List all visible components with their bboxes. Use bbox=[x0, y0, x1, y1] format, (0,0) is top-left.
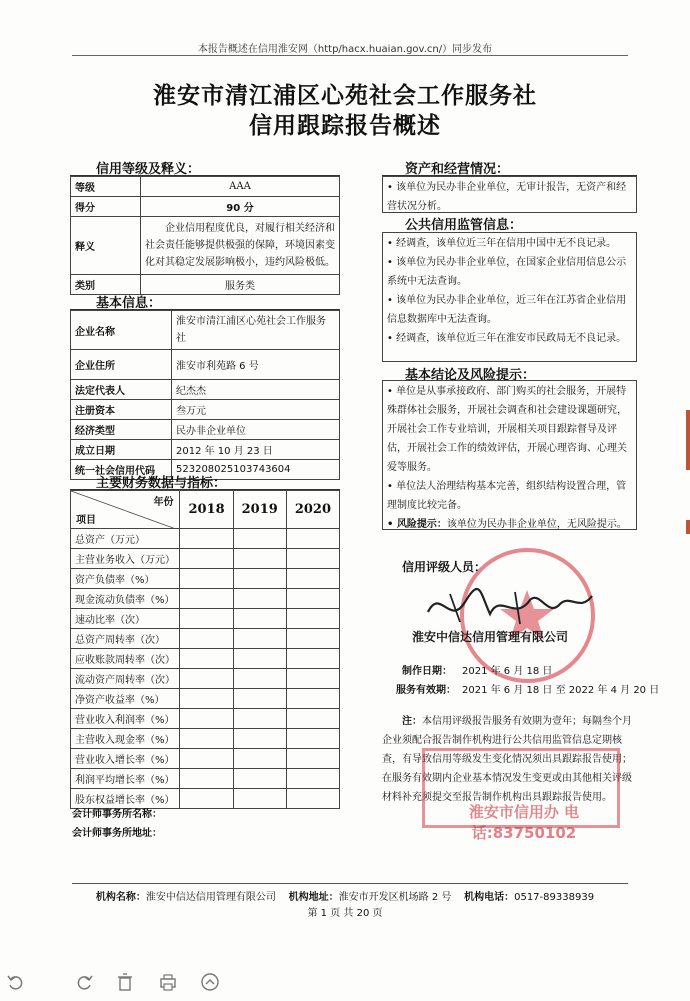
basic-value: 淮安市清江浦区心苑社会工作服务社 bbox=[172, 311, 340, 350]
table-row bbox=[71, 177, 340, 197]
edge-mark bbox=[686, 410, 690, 470]
finance-value-cell bbox=[233, 649, 286, 669]
undo-icon[interactable] bbox=[4, 972, 26, 994]
finance-value-cell bbox=[180, 649, 233, 669]
table-row bbox=[71, 491, 340, 529]
collapse-icon[interactable] bbox=[199, 972, 221, 994]
report-title-line1: 淮安市清江浦区心苑社会工作服务社 bbox=[153, 83, 537, 109]
table-row bbox=[71, 589, 340, 609]
year-header: 2018 bbox=[180, 491, 233, 529]
basic-label: 企业名称 bbox=[71, 311, 172, 350]
finance-value-cell bbox=[286, 689, 339, 709]
supervision-box bbox=[382, 232, 637, 362]
report-title-line2: 信用跟踪报告概述 bbox=[249, 113, 441, 139]
credit-office-stamp bbox=[422, 748, 620, 842]
basic-label: 注册资本 bbox=[71, 400, 172, 420]
rating-section-title: 信用等级及释义： bbox=[96, 162, 201, 177]
stamp-text: 淮安市信用办 电话:83750102 bbox=[468, 803, 580, 842]
basic-value: 2012 年 10 月 23 日 bbox=[172, 440, 340, 460]
finance-item-label: 主营收入现金率（%） bbox=[71, 729, 180, 749]
rating-label: 得分 bbox=[71, 197, 141, 217]
finance-rows bbox=[71, 529, 340, 809]
finance-value-cell bbox=[180, 549, 233, 569]
footer-org-value: 淮安中信达信用管理有限公司 bbox=[145, 892, 276, 903]
basic-value: 淮安市利苑路 6 号 bbox=[172, 350, 340, 380]
rating-table bbox=[70, 176, 340, 295]
signature-icon bbox=[420, 582, 595, 630]
rater-label: 信用评级人员： bbox=[402, 560, 487, 574]
accountant-address-label: 会计师事务所地址： bbox=[72, 828, 162, 839]
finance-item-label: 主营业务收入（万元） bbox=[71, 549, 180, 569]
finance-value-cell bbox=[180, 569, 233, 589]
table-row bbox=[71, 669, 340, 689]
finance-item-label: 净资产收益率（%） bbox=[71, 689, 180, 709]
finance-value-cell bbox=[180, 529, 233, 549]
finance-item-label: 利润平均增长率（%） bbox=[71, 769, 180, 789]
assets-box bbox=[382, 176, 637, 213]
edge-mark bbox=[686, 520, 690, 534]
finance-value-cell bbox=[180, 769, 233, 789]
table-row bbox=[71, 440, 340, 460]
rater-company: 淮安中信达信用管理有限公司 bbox=[412, 630, 569, 644]
basic-label: 企业住所 bbox=[71, 350, 172, 380]
finance-item-label: 现金流动负债率（%） bbox=[71, 589, 180, 609]
rating-label: 等级 bbox=[71, 177, 141, 197]
viewer-toolbar bbox=[0, 968, 690, 1001]
footer-addr-label: 机构地址： bbox=[288, 892, 339, 903]
validity-label: 服务有效期： bbox=[396, 685, 456, 696]
finance-item-label: 资产负债率（%） bbox=[71, 569, 180, 589]
table-row bbox=[71, 569, 340, 589]
table-row bbox=[71, 729, 340, 749]
finance-value-cell bbox=[286, 589, 339, 609]
rating-category: 服务类 bbox=[141, 275, 340, 295]
finance-value-cell bbox=[286, 549, 339, 569]
conclusion-item: • 单位法人治理结构基本完善，组织结构设置合理，管理制度比较完备。 bbox=[387, 481, 627, 511]
table-row bbox=[71, 609, 340, 629]
finance-value-cell bbox=[286, 529, 339, 549]
finance-table bbox=[70, 490, 340, 809]
rating-score: 90 分 bbox=[141, 197, 340, 217]
footer-info bbox=[0, 888, 690, 903]
basic-value: 叁万元 bbox=[172, 400, 340, 420]
rating-grade: AAA bbox=[141, 177, 340, 197]
note-label: 注： bbox=[402, 716, 422, 727]
table-row bbox=[71, 400, 340, 420]
table-row bbox=[71, 549, 340, 569]
print-icon[interactable] bbox=[157, 972, 179, 994]
supervision-item: • 该单位为民办非企业单位，在国家企业信用信息公示系统中无法查询。 bbox=[387, 257, 627, 287]
finance-value-cell bbox=[286, 669, 339, 689]
assets-section-title: 资产和经营情况： bbox=[405, 162, 510, 177]
redo-icon[interactable] bbox=[74, 972, 96, 994]
finance-value-cell bbox=[180, 729, 233, 749]
finance-value-cell bbox=[233, 529, 286, 549]
finance-value-cell bbox=[180, 669, 233, 689]
table-row bbox=[71, 649, 340, 669]
finance-value-cell bbox=[180, 709, 233, 729]
finance-value-cell bbox=[286, 729, 339, 749]
rating-explanation: 企业信用程度优良，对履行相关经济和社会责任能够提供极强的保障，环境因素变化对其稳定发展影响极小，违约风险极低。 bbox=[141, 217, 340, 275]
table-row bbox=[71, 769, 340, 789]
finance-value-cell bbox=[180, 789, 233, 809]
finance-value-cell bbox=[233, 609, 286, 629]
table-row bbox=[71, 350, 340, 380]
assets-item: • 该单位为民办非企业单位，无审计报告，无资产和经营状况分析。 bbox=[387, 182, 627, 212]
finance-value-cell bbox=[233, 589, 286, 609]
note-text: 本信用评级报告服务有效期为壹年；每隔叁个月企业须配合报告制作机构进行公共信用监管信息定期核查，有导致信用等级发生变化情况须出具跟踪报告使用；在服务有效期内企业基本情况发生变更或由其他相关评级材料补充须提交至报告制作机构出具跟踪报告使用。 bbox=[382, 716, 632, 803]
finance-item-label: 营业收入增长率（%） bbox=[71, 749, 180, 769]
risk-text: 该单位为民办非企业单位，无风险提示。 bbox=[446, 519, 627, 530]
finance-value-cell bbox=[286, 569, 339, 589]
footer-rule bbox=[72, 883, 628, 884]
table-row bbox=[71, 689, 340, 709]
finance-value-cell bbox=[286, 609, 339, 629]
supervision-section-title: 公共信用监管信息： bbox=[405, 218, 523, 233]
finance-item-label: 总资产周转率（次） bbox=[71, 629, 180, 649]
finance-value-cell bbox=[180, 609, 233, 629]
finance-value-cell bbox=[233, 749, 286, 769]
footer-phone-value: 0517-89338939 bbox=[514, 892, 595, 903]
finance-section-title: 主要财务数据与指标： bbox=[96, 476, 227, 491]
finance-item-label: 股东权益增长率（%） bbox=[71, 789, 180, 809]
basic-info-table bbox=[70, 310, 340, 480]
header-rule bbox=[72, 55, 628, 56]
conclusion-section-title: 基本结论及风险提示： bbox=[405, 368, 536, 383]
table-row bbox=[71, 529, 340, 549]
delete-icon[interactable] bbox=[114, 972, 136, 994]
table-row bbox=[71, 217, 340, 275]
table-row bbox=[71, 749, 340, 769]
accountant-name-label: 会计师事务所名称： bbox=[72, 809, 162, 820]
validity-value: 2021 年 6 月 18 日 至 2022 年 4 月 20 日 bbox=[462, 685, 660, 696]
header-note: 本报告概述在信用淮安网（http/hacx.huaian.gov.cn/）同步发布 bbox=[197, 44, 493, 55]
finance-value-cell bbox=[286, 709, 339, 729]
corner-item-label: 项目 bbox=[76, 515, 96, 526]
finance-corner-cell bbox=[71, 491, 180, 529]
finance-value-cell bbox=[180, 629, 233, 649]
conclusion-item: • 单位是从事承接政府、部门购买的社会服务，开展特殊群体社会服务，开展社会调查和社会建设课题研究，开展社会工作专业培训，开展相关项目跟踪督导及评估，开展社会工作的绩效评估，开展心理咨询、心理关爱等服务。 bbox=[387, 386, 627, 473]
basic-value: 纪杰杰 bbox=[172, 380, 340, 400]
table-row bbox=[71, 197, 340, 217]
finance-value-cell bbox=[233, 549, 286, 569]
footer-phone-label: 机构电话： bbox=[464, 892, 515, 903]
supervision-item: • 经调查，该单位近三年在淮安市民政局无不良记录。 bbox=[387, 333, 627, 344]
basic-label: 法定代表人 bbox=[71, 380, 172, 400]
finance-value-cell bbox=[233, 709, 286, 729]
finance-value-cell bbox=[180, 689, 233, 709]
finance-value-cell bbox=[233, 729, 286, 749]
finance-value-cell bbox=[233, 569, 286, 589]
risk-line bbox=[387, 515, 632, 534]
table-row bbox=[71, 420, 340, 440]
year-header: 2019 bbox=[233, 491, 286, 529]
finance-value-cell bbox=[233, 629, 286, 649]
finance-item-label: 速动比率（次） bbox=[71, 609, 180, 629]
table-row bbox=[71, 629, 340, 649]
supervision-item: • 经调查，该单位近三年在信用中国中无不良记录。 bbox=[387, 238, 617, 249]
finance-value-cell bbox=[286, 629, 339, 649]
finance-value-cell bbox=[286, 769, 339, 789]
basic-value: 523208025103743604 bbox=[172, 460, 340, 480]
footer-addr-value: 淮安市开发区机场路 2 号 bbox=[338, 892, 452, 903]
rating-label: 释义 bbox=[71, 217, 141, 275]
table-row bbox=[71, 709, 340, 729]
finance-value-cell bbox=[286, 649, 339, 669]
date-label: 制作日期： bbox=[402, 666, 452, 677]
risk-label: • 风险提示： bbox=[387, 519, 447, 530]
finance-item-label: 应收账款周转率（次） bbox=[71, 649, 180, 669]
finance-value-cell bbox=[233, 669, 286, 689]
basic-label: 成立日期 bbox=[71, 440, 172, 460]
finance-value-cell bbox=[286, 789, 339, 809]
year-header: 2020 bbox=[286, 491, 339, 529]
basic-value: 民办非企业单位 bbox=[172, 420, 340, 440]
page-number: 第 1 页 共 20 页 bbox=[307, 908, 383, 919]
basic-section-title: 基本信息： bbox=[96, 296, 162, 311]
date-value: 2021 年 6 月 18 日 bbox=[462, 666, 553, 677]
finance-value-cell bbox=[180, 589, 233, 609]
table-row bbox=[71, 311, 340, 350]
finance-value-cell bbox=[233, 769, 286, 789]
table-row bbox=[71, 380, 340, 400]
basic-label: 经济类型 bbox=[71, 420, 172, 440]
conclusion-box bbox=[382, 380, 637, 530]
finance-value-cell bbox=[233, 789, 286, 809]
finance-value-cell bbox=[233, 689, 286, 709]
finance-item-label: 总资产（万元） bbox=[71, 529, 180, 549]
finance-value-cell bbox=[180, 749, 233, 769]
supervision-item: • 该单位为民办非企业单位，近三年在江苏省企业信用信息数据库中无法查询。 bbox=[387, 295, 627, 325]
finance-item-label: 营业收入利润率（%） bbox=[71, 709, 180, 729]
rating-label: 类别 bbox=[71, 275, 141, 295]
footer-org-label: 机构名称： bbox=[95, 892, 146, 903]
basic-label: 统一社会信用代码 bbox=[71, 460, 172, 480]
corner-year-label: 年份 bbox=[153, 497, 174, 508]
finance-value-cell bbox=[286, 749, 339, 769]
finance-item-label: 流动资产周转率（次） bbox=[71, 669, 180, 689]
